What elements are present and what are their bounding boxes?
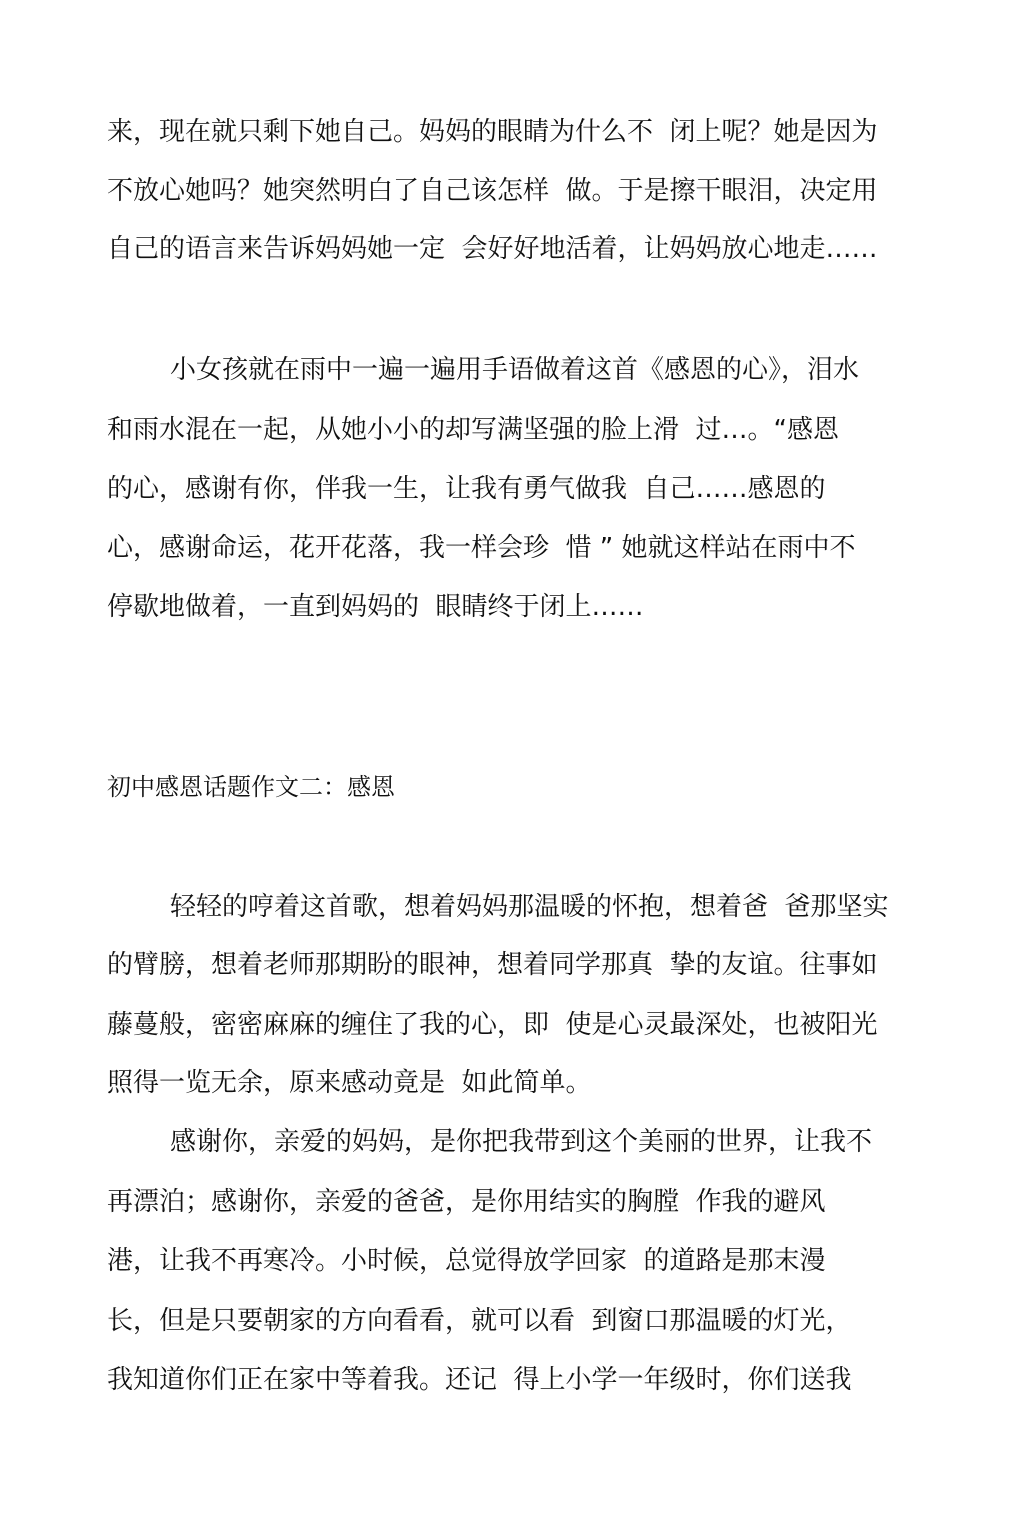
paragraph-4-line-2: 再漂泊；感谢你，亲爱的爸爸，是你用结实的胸膛 作我的避风: [107, 1187, 826, 1217]
paragraph-2-line-1: 小女孩就在雨中一遍一遍用手语做着这首《感恩的心》，泪水: [170, 355, 860, 385]
paragraph-3-line-1: 轻轻的哼着这首歌，想着妈妈那温暖的怀抱，想着爸 爸那坚实: [170, 892, 889, 922]
paragraph-2-line-4: 心，感谢命运，花开花落，我一样会珍 惜 ” 她就这样站在雨中不: [107, 533, 856, 563]
paragraph-1-line-3: 自己的语言来告诉妈妈她一定 会好好地活着，让妈妈放心地走……: [107, 234, 878, 264]
paragraph-4-line-3: 港，让我不再寒冷。小时候，总觉得放学回家 的道路是那末漫: [107, 1246, 826, 1276]
paragraph-3-line-3: 藤蔓般，密密麻麻的缠住了我的心，即 使是心灵最深处，也被阳光: [107, 1010, 878, 1040]
paragraph-4-line-5: 我知道你们正在家中等着我。还记 得上小学一年级时，你们送我: [107, 1365, 852, 1395]
paragraph-3-line-4: 照得一览无余，原来感动竟是 如此简单。: [107, 1068, 592, 1098]
paragraph-2-line-5: 停歇地做着，一直到妈妈的 眼睛终于闭上……: [107, 592, 644, 622]
paragraph-3-line-2: 的臂膀，想着老师那期盼的眼神，想着同学那真 挚的友谊。往事如: [107, 950, 878, 980]
section-heading: 初中感恩话题作文二：感恩: [107, 773, 395, 801]
paragraph-2-line-2: 和雨水混在一起，从她小小的却写满坚强的脸上滑 过…。“感恩: [107, 415, 839, 445]
paragraph-1-line-1: 来，现在就只剩下她自己。妈妈的眼睛为什么不 闭上呢？她是因为: [107, 117, 878, 147]
paragraph-4-line-1: 感谢你，亲爱的妈妈，是你把我带到这个美丽的世界，让我不: [170, 1127, 873, 1157]
paragraph-4-line-4: 长，但是只要朝家的方向看看，就可以看 到窗口那温暖的灯光，: [107, 1306, 852, 1336]
paragraph-2-line-3: 的心，感谢有你，伴我一生，让我有勇气做我 自己……感恩的: [107, 474, 826, 504]
paragraph-1-line-2: 不放心她吗？她突然明白了自己该怎样 做。于是擦干眼泪，决定用: [107, 176, 878, 206]
